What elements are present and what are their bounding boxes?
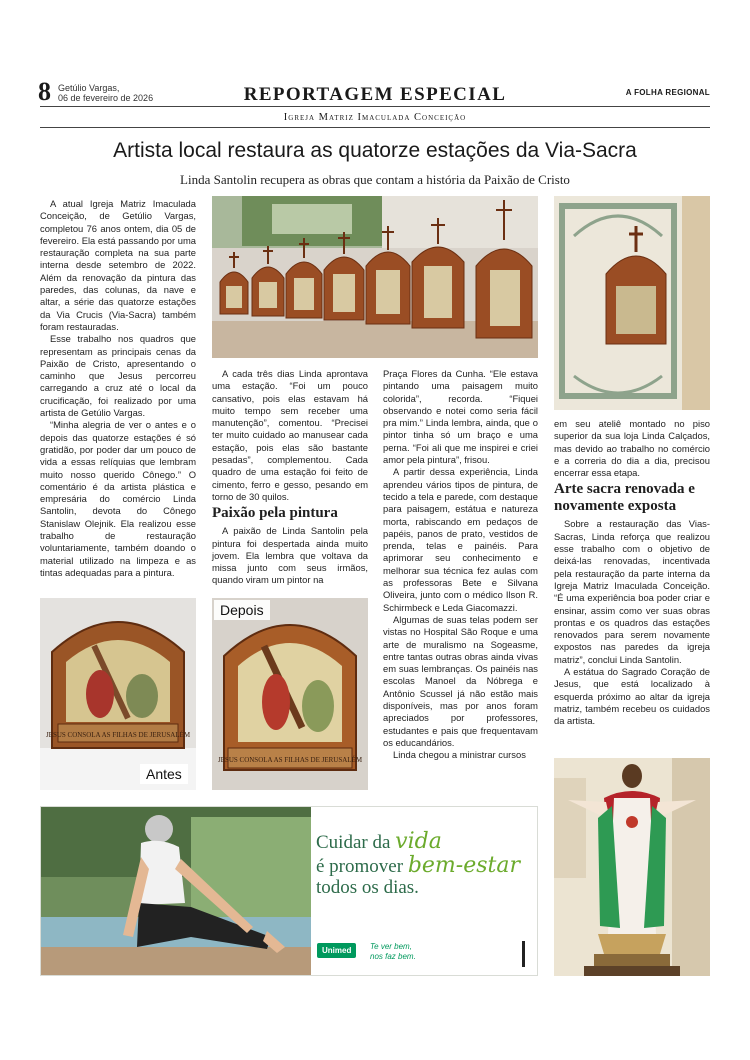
kicker: Igreja Matriz Imaculada Conceição xyxy=(283,112,467,123)
advertisement-banner[interactable] xyxy=(40,806,538,976)
before-label: Antes xyxy=(140,764,188,784)
page-number: 8 xyxy=(38,77,51,106)
paragraph: Praça Flores da Cunha. “Ele estava pintando uma paisagem muito colorida”, recorda. “Fiquei observando e notei como seria fácil pra mim.” Linda lembra, ainda, que o pintor tinha só um braço e uma perna. “Foi ali que me inspirei e criei amor pela pintura”, frisou. xyxy=(383,368,538,466)
ad-headline-line-2 xyxy=(316,853,520,878)
paragraph: Esse trabalho nos quadros que representam as principais cenas da Paixão de Cristo, apresentando o caminho que Jesus percorreu carregando a cruz até o local da crucificação, foi realizado por uma artista de Getúlio Vargas. xyxy=(40,333,196,419)
newspaper-name: A FOLHA REGIONAL xyxy=(625,88,710,97)
ad-headline-line-1 xyxy=(316,829,442,854)
paragraph: “Minha alegria de ver o antes e o depois das quatorze estações é só gratidão, por poder dar um pouco de vida a essas relíquias que lembram muito nosso querido Cônego.” O comentário é da artista plástica e empresária do comércio Linda Santolin, devota do Cônego Stanislaw Olejnik. Ela realizou esse trabalho de restauração voluntariamente, também doando o material utilizado na limpeza e as tintas adequadas para a pintura. xyxy=(40,419,196,578)
article-column-4 xyxy=(554,418,710,728)
header-city: Getúlio Vargas, xyxy=(58,83,120,93)
section-subhead-passion: Paixão pela pintura xyxy=(212,505,338,522)
headline: Artista local restaura as quatorze estações da Via-Sacra xyxy=(113,139,637,162)
paragraph: A atual Igreja Matriz Imaculada Conceição, de Getúlio Vargas, completou 76 anos ontem, dia 05 de fevereiro. Ela está passando por uma restauração completa na sua parte interna desde setembro de 2022. Além da renovação da pintura das paredes, das colunas, da nave e altar, a série das quatorze estações da Via Crucis (Via-Sacra) também foram restauradas. xyxy=(40,198,196,332)
paragraph: A cada três dias Linda aprontava uma estação. “Foi um pouco cansativo, pois elas estavam há muito tempo sem receber uma manutenção”, comentou. “Precisei ter muito cuidado ao manusear cada estação, pois elas são bastante pesadas”, complementou. Cada quadro de uma estação foi feito de cimento, ferro e gesso, pesando em torno de 30 quilos. xyxy=(212,368,368,502)
section-subhead-sacred-art: Arte sacra renovada e novamente exposta xyxy=(554,481,695,515)
ad-accent-text: bem-estar xyxy=(407,853,520,878)
kicker-rule xyxy=(40,127,710,128)
paragraph: Sobre a restauração das Vias-Sacras, Linda reforça que realizou esse trabalho com o objetivo de deixá-las renovadas, incentivada pela restauração da parte interna da Igreja Matriz Imaculada Conceição. “É uma experiência boa poder criar e ensinar, assim como ver suas obras prontas e os quadros das estações renovados para serem novamente expostos nas paredes da igreja matriz”, conclui Linda Santolin. xyxy=(554,518,710,665)
paragraph: A paixão de Linda Santolin pela pintura foi despertada ainda muito jovem. Ela lembra que voltava da missa junto com seus irmãos, quando viram um pintor na xyxy=(212,525,368,586)
subheadline: Linda Santolin recupera as obras que contam a história da Paixão de Cristo xyxy=(180,172,570,187)
after-label: Depois xyxy=(214,600,270,620)
plaque-text: JESUS CONSOLA AS FILHAS DE JERUSALÉM xyxy=(217,756,363,764)
after-photo xyxy=(212,598,368,790)
header-date: 06 de fevereiro de 2026 xyxy=(58,93,154,103)
paragraph: Algumas de suas telas podem ser vistas no Hospital São Roque e uma arte de muralismo na Sogeasme, entre tantas outras obras ainda vivas em suas lembranças. Os painéis nas escolas Manoel da Nóbrega e Antônio Scussel já não estão mais disponíveis, mas por anos foram apreciados por professores, estudantes e pais que frequentavam os educandários. xyxy=(383,613,538,748)
article-column-3 xyxy=(383,368,538,762)
ad-barcode-mark xyxy=(522,941,525,967)
paragraph: em seu ateliê montado no piso superior da sua loja Linda Calçados, mas devido ao trabalho no comércio e a correria do dia a dia, precisou encerrar essa etapa. xyxy=(554,418,710,479)
unimed-logo: Unimed xyxy=(317,943,356,958)
stations-photo xyxy=(212,196,538,358)
ad-headline-line-3: todos os dias. xyxy=(316,877,419,898)
section-title: REPORTAGEM ESPECIAL xyxy=(243,84,507,105)
ad-slogan-line-2: nos faz bem. xyxy=(370,952,416,961)
ad-slogan-line-1: Te ver bem, xyxy=(370,942,412,951)
before-photo xyxy=(40,598,196,790)
paragraph: Linda chegou a ministrar cursos xyxy=(393,749,526,761)
paragraph: A partir dessa experiência, Linda aprendeu vários tipos de pintura, de tecido a tela e parede, com destaque para paisagem, estátua e natureza morta, rabiscando em pedaços de papéis, panos de prato, vestidos de prenda, telas e painéis. Para aprimorar seu conhecimento e melhorar sua técnica fez aulas com as professoras Bete e Silvana Oliveira, junto com o médico Ilson R. Schirmbeck e Leda Giacomazzi. xyxy=(383,466,538,613)
plaque-text: JESUS CONSOLA AS FILHAS DE JERUSALÉM xyxy=(45,731,191,739)
article-column-2 xyxy=(212,368,368,587)
ad-text: Cuidar da xyxy=(316,832,396,853)
header-rule xyxy=(40,106,710,107)
ad-text: é promover xyxy=(316,856,408,877)
sacred-heart-photo xyxy=(554,758,710,976)
paragraph: A estátua do Sagrado Coração de Jesus, que está localizado à esquerda próximo ao altar da igreja matriz, também recebeu os cuidados da artista. xyxy=(554,666,710,727)
ad-accent-text: vida xyxy=(395,829,442,854)
station-wall-photo xyxy=(554,196,710,410)
article-column-1 xyxy=(40,198,196,579)
